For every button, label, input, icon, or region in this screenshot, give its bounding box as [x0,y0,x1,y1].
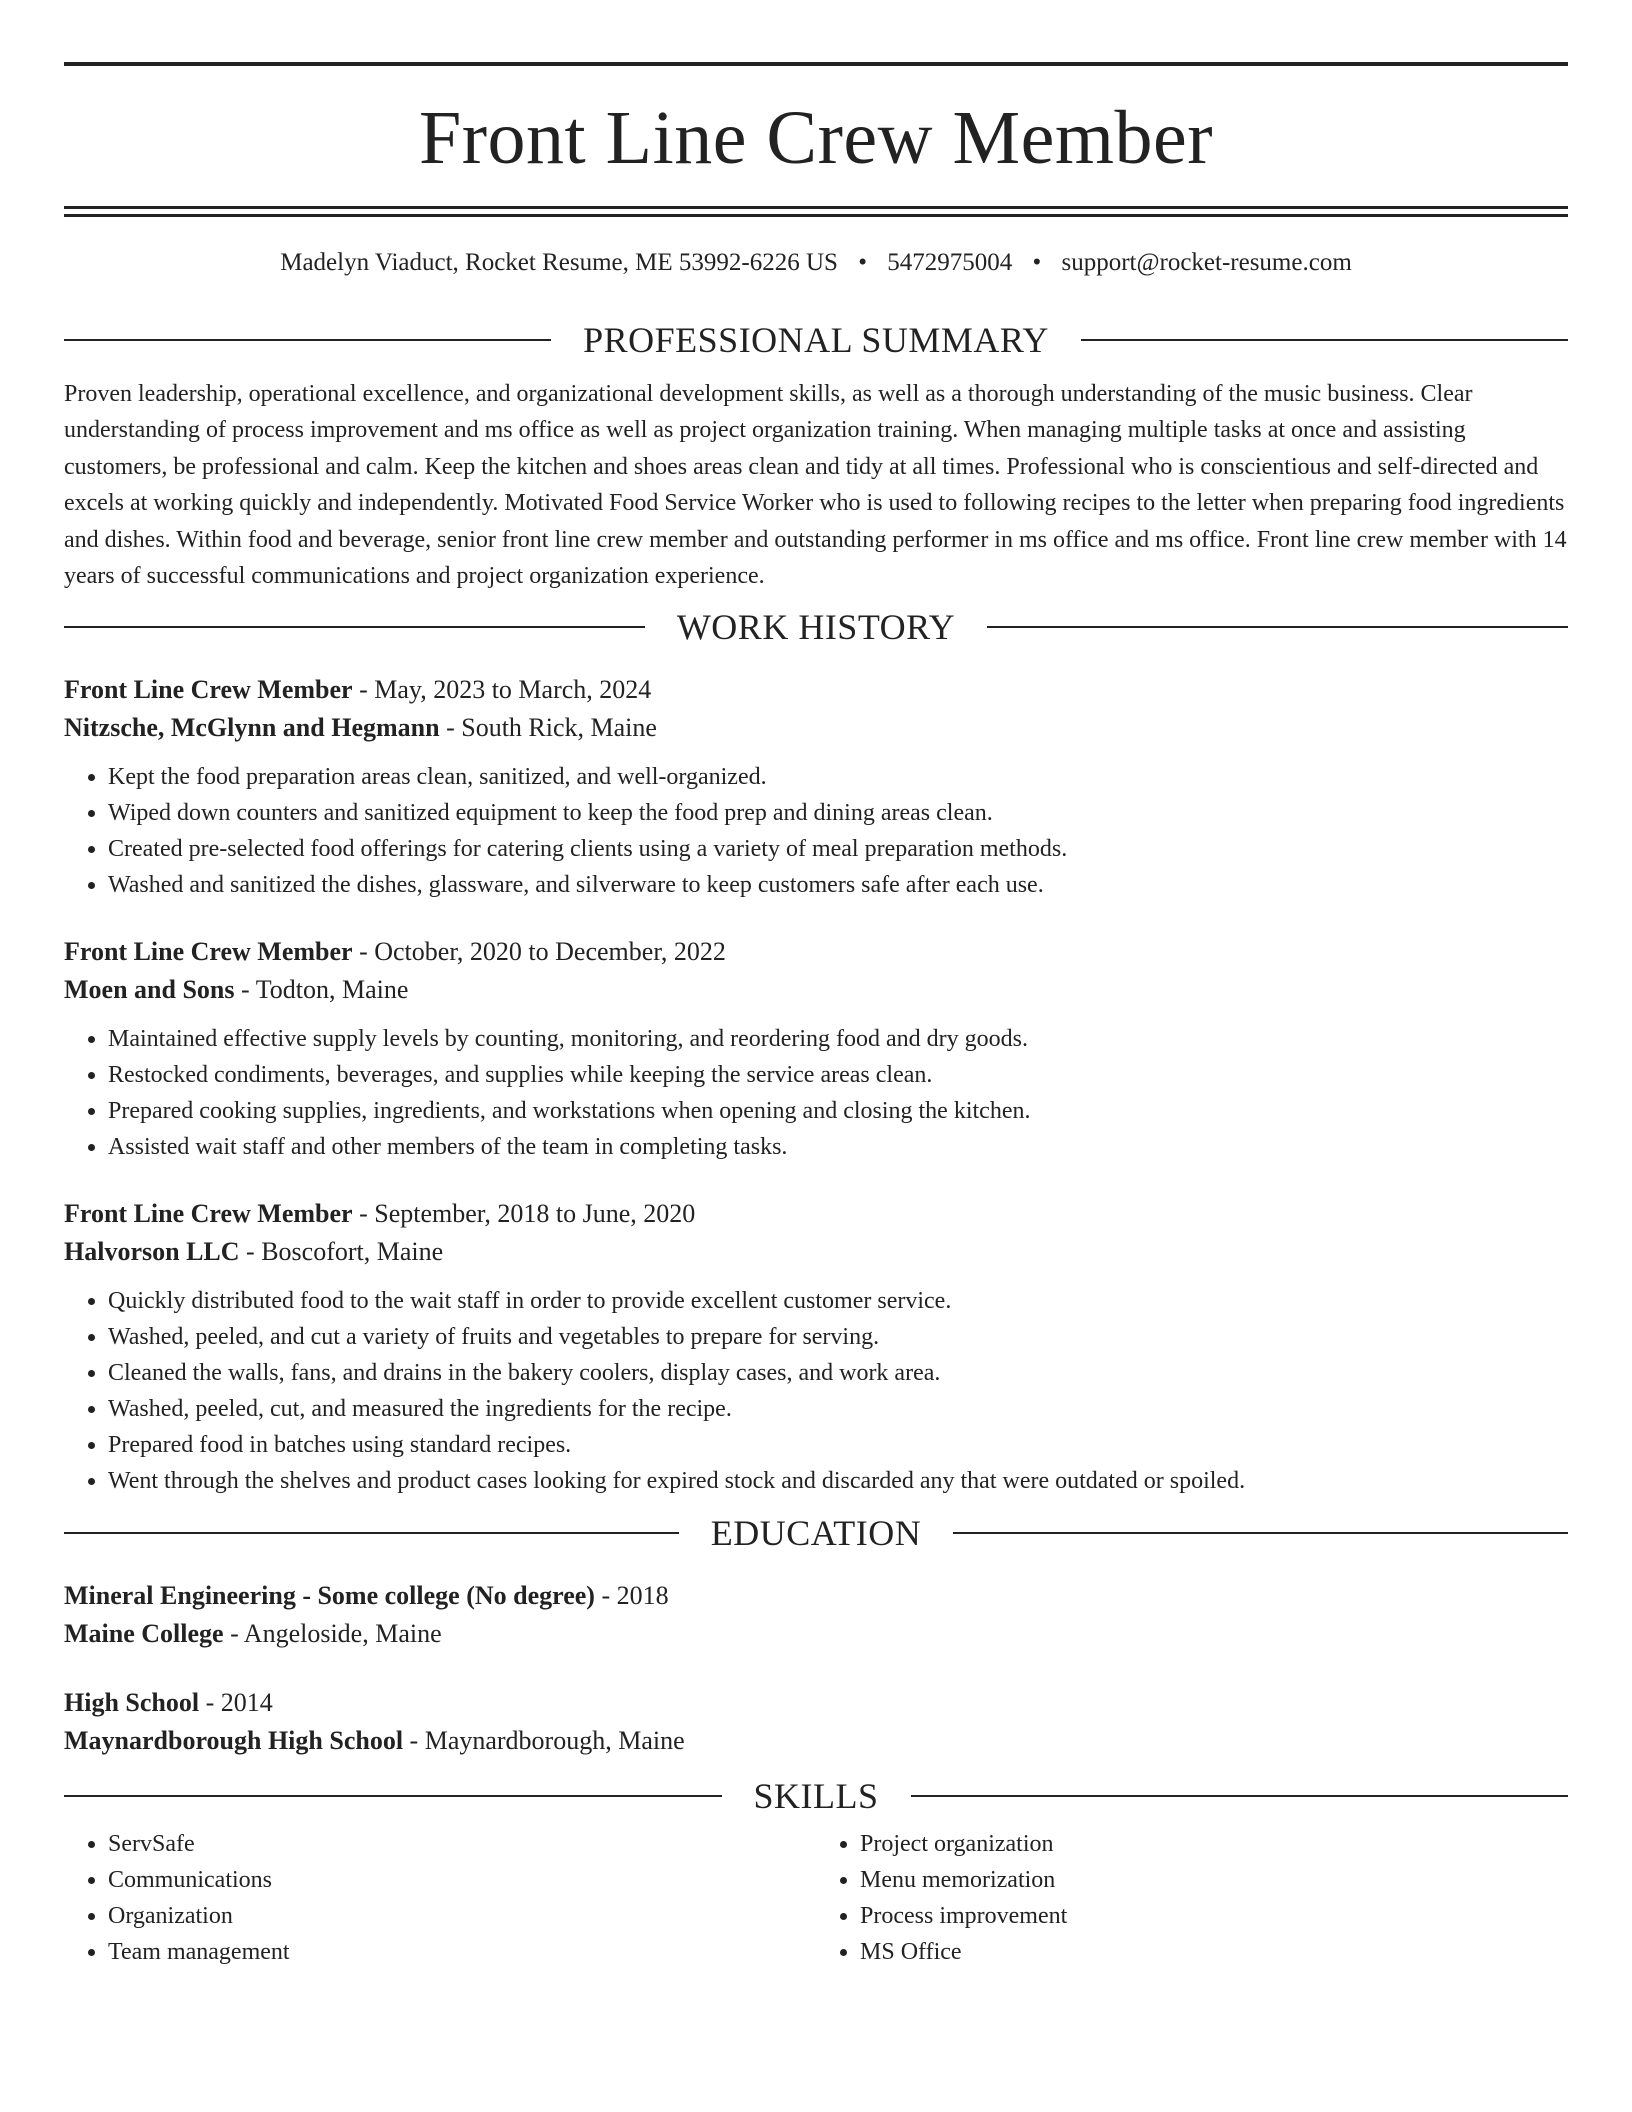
education-entry [64,1577,1568,1653]
job-role-line [64,933,1568,971]
education-school-line [64,1615,1568,1653]
skill-item: • Team management [108,1934,816,1970]
job-entry [64,933,1568,1165]
section-heading-education [64,1512,1568,1553]
job-bullet: • Restocked condiments, beverages, and supplies while keeping the service areas clean. [108,1057,1568,1093]
job-location: - Todton, Maine [234,974,409,1004]
skill-item: • Process improvement [860,1898,1568,1934]
heading-rule [64,626,645,628]
job-dates: - September, 2018 to June, 2020 [352,1198,696,1228]
job-company-line [64,709,1568,747]
job-company: Halvorson LLC [64,1236,240,1266]
job-bullet: • Prepared cooking supplies, ingredients, and workstations when opening and closing the kitchen. [108,1093,1568,1129]
education-location: - Angeloside, Maine [223,1618,442,1648]
education-school-line [64,1722,1568,1760]
heading-rule [953,1532,1568,1534]
section-heading-text: EDUCATION [710,1512,922,1553]
job-role: Front Line Crew Member [64,936,353,966]
section-heading-text: SKILLS [753,1775,879,1816]
education-degree: High School [64,1687,200,1717]
job-bullet: • Assisted wait staff and other members of the team in completing tasks. [108,1129,1568,1165]
job-bullet: • Created pre-selected food offerings for catering clients using a variety of meal preparation methods. [108,831,1568,867]
job-role-line [64,1195,1568,1233]
job-company: Moen and Sons [64,974,235,1004]
skill-item: • Communications [108,1862,816,1898]
job-company-line [64,971,1568,1009]
skill-item: • ServSafe [108,1826,816,1862]
skills-list-right [816,1826,1568,1970]
job-role: Front Line Crew Member [64,674,353,704]
section-heading-text: WORK HISTORY [676,606,956,647]
job-bullet: • Maintained effective supply levels by counting, monitoring, and reordering food and dry goods. [108,1021,1568,1057]
contact-separator: • [1032,249,1042,276]
section-heading-text: PROFESSIONAL SUMMARY [583,319,1049,360]
education-degree-line [64,1577,1568,1615]
job-role-line [64,671,1568,709]
resume-title: Front Line Crew Member [418,96,1214,180]
job-location: - South Rick, Maine [439,712,657,742]
job-bullets [64,759,1568,903]
skill-item: • Menu memorization [860,1862,1568,1898]
contact-line [64,247,1568,280]
job-bullets [64,1283,1568,1499]
education-school: Maynardborough High School [64,1725,404,1755]
education-degree-line [64,1684,1568,1722]
heading-rule [987,626,1568,628]
contact-address: Madelyn Viaduct, Rocket Resume, ME 53992-6226 US [280,249,838,276]
skill-item: • Project organization [860,1826,1568,1862]
job-bullet: • Washed, peeled, cut, and measured the ingredients for the recipe. [108,1391,1568,1427]
title-double-rule [64,206,1568,217]
section-heading-work [64,606,1568,647]
job-dates: - May, 2023 to March, 2024 [352,674,652,704]
section-heading-summary [64,319,1568,360]
job-company-line [64,1233,1568,1271]
education-year: - 2018 [594,1580,669,1610]
job-company: Nitzsche, McGlynn and Hegmann [64,712,440,742]
job-entry [64,1195,1568,1499]
heading-rule [64,1532,679,1534]
education-degree: Mineral Engineering - Some college (No degree) [64,1580,595,1610]
job-bullet: • Washed and sanitized the dishes, glassware, and silverware to keep customers safe after each use. [108,867,1568,903]
skills-columns [64,1826,1568,1970]
job-bullet: • Quickly distributed food to the wait staff in order to provide excellent customer service. [108,1283,1568,1319]
skill-item: • MS Office [860,1934,1568,1970]
contact-separator: • [858,249,867,276]
heading-rule [1081,339,1568,341]
education-school: Maine College [64,1618,224,1648]
heading-rule [64,1795,722,1797]
job-bullet: • Went through the shelves and product cases looking for expired stock and discarded any that were outdated or spoiled. [108,1463,1568,1499]
top-rule [64,62,1568,66]
section-heading-skills [64,1775,1568,1816]
education-location: - Maynardborough, Maine [403,1725,685,1755]
contact-phone: 5472975004 [887,249,1013,276]
job-bullet: • Washed, peeled, and cut a variety of fruits and vegetables to prepare for serving. [108,1319,1568,1355]
summary-paragraph: Proven leadership, operational excellence, and organizational development skills, as well as a thorough understanding of the music business. Clear understanding of process improvement and ms office as well as project organization training. When managing multiple tasks at once and assisting customers, be professional and calm. Keep the kitchen and shoes areas clean and tidy at all times. Professional who is conscientious and self-directed and excels at working quickly and independently. Motivated Food Service Worker who is used to following recipes to the letter when preparing food ingredients and dishes. Within food and beverage, senior front line crew member and outstanding performer in ms office and ms office. Front line crew member with 14 years of successful communications and project organization experience. [64,380,1567,589]
heading-rule [64,339,551,341]
job-role: Front Line Crew Member [64,1198,353,1228]
education-year: - 2014 [199,1687,273,1717]
heading-rule [911,1795,1569,1797]
contact-email: support@rocket-resume.com [1061,249,1352,276]
job-entry [64,671,1568,903]
job-bullets [64,1021,1568,1165]
skills-list-left [64,1826,816,1970]
job-dates: - October, 2020 to December, 2022 [352,936,726,966]
job-bullet: • Wiped down counters and sanitized equipment to keep the food prep and dining areas clean. [108,795,1568,831]
job-bullet: • Kept the food preparation areas clean, sanitized, and well-organized. [108,759,1568,795]
job-bullet: • Prepared food in batches using standard recipes. [108,1427,1568,1463]
education-entry [64,1684,1568,1760]
job-bullet: • Cleaned the walls, fans, and drains in the bakery coolers, display cases, and work area. [108,1355,1568,1391]
skill-item: • Organization [108,1898,816,1934]
job-location: - Boscofort, Maine [239,1236,444,1266]
